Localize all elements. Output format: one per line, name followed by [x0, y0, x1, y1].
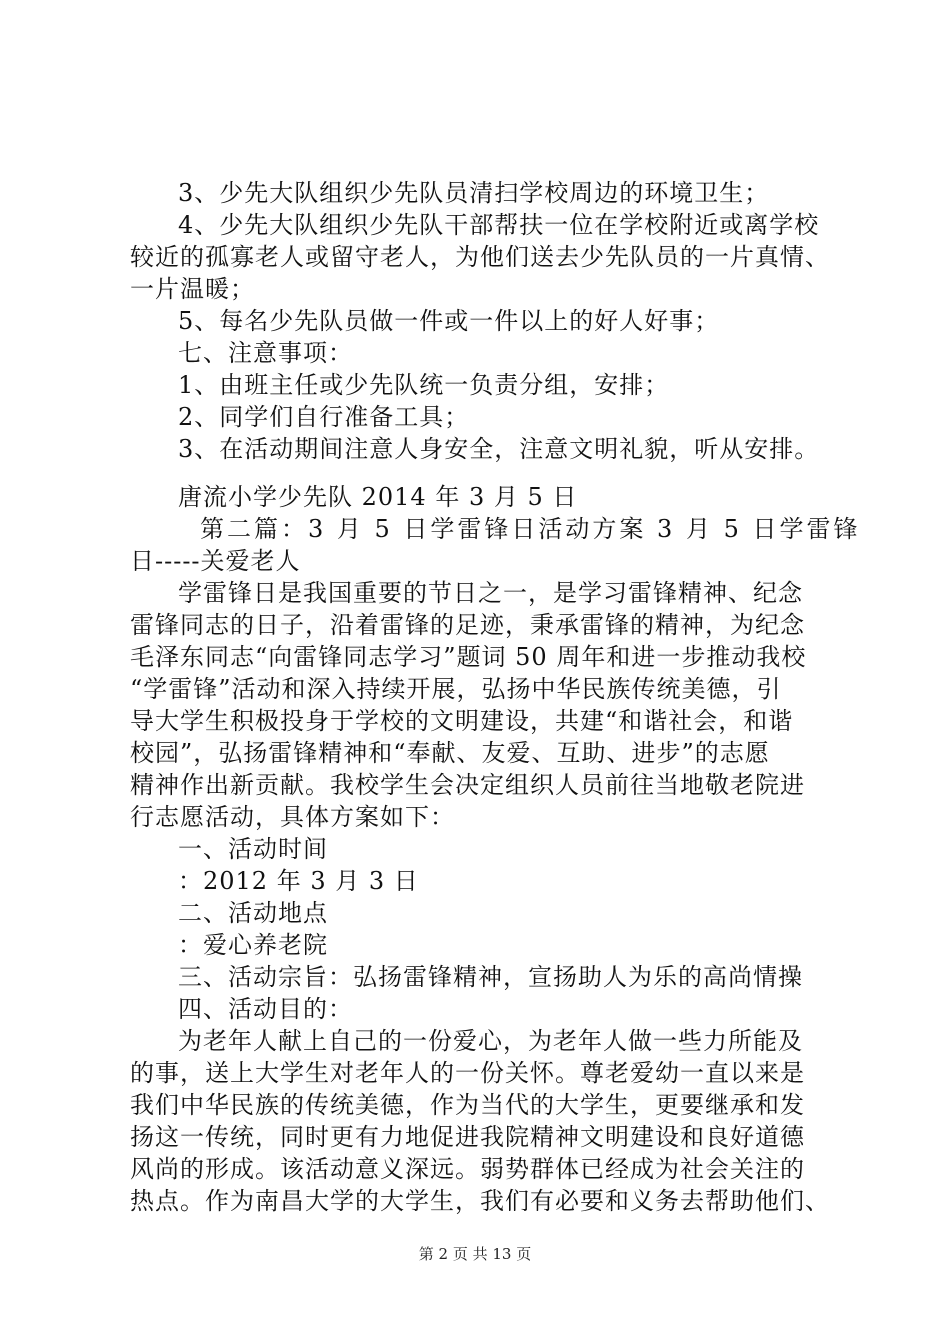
text-line: 导大学生积极投身于学校的文明建设，共建“和谐社会，和谐 — [130, 707, 794, 735]
section-heading: 三、活动宗旨：弘扬雷锋精神，宣扬助人为乐的高尚情操 — [178, 963, 803, 991]
text-line: ：爱心养老院 — [178, 931, 328, 959]
section-heading: 七、注意事项： — [178, 339, 353, 367]
text-line: 3、在活动期间注意人身安全，注意文明礼貌，听从安排。 — [178, 435, 820, 463]
text-line: 4、少先大队组织少先队干部帮扶一位在学校附近或离学校 — [178, 211, 820, 239]
section-heading: 四、活动目的： — [178, 995, 353, 1023]
text-line: 毛泽东同志“向雷锋同志学习”题词 50 周年和进一步推动我校 — [130, 643, 807, 671]
text-line: 风尚的形成。该活动意义深远。弱势群体已经成为社会关注的 — [130, 1155, 805, 1183]
chapter-title-cont: 日-----关爱老人 — [130, 547, 301, 575]
text-line: 学雷锋日是我国重要的节日之一，是学习雷锋精神、纪念 — [178, 579, 803, 607]
text-line: ：2012 年 3 月 3 日 — [178, 867, 419, 895]
section-heading: 二、活动地点 — [178, 899, 328, 927]
text-line: 5、每名少先队员做一件或一件以上的好人好事； — [178, 307, 720, 335]
text-line: 雷锋同志的日子，沿着雷锋的足迹，秉承雷锋的精神，为纪念 — [130, 611, 805, 639]
text-line: 热点。作为南昌大学的大学生，我们有必要和义务去帮助他们、 — [130, 1187, 830, 1215]
signature-line: 唐流小学少先队 2014 年 3 月 5 日 — [178, 483, 578, 511]
chapter-title: 第二篇：3 月 5 日学雷锋日活动方案 3 月 5 日学雷锋 — [200, 515, 861, 543]
text-line: 行志愿活动，具体方案如下： — [130, 803, 455, 831]
text-line: 校园”，弘扬雷锋精神和“奉献、友爱、互助、进步”的志愿 — [130, 739, 770, 767]
text-line: 扬这一传统，同时更有力地促进我院精神文明建设和良好道德 — [130, 1123, 805, 1151]
text-line: 较近的孤寡老人或留守老人，为他们送去少先队员的一片真情、 — [130, 243, 830, 271]
text-line: “学雷锋”活动和深入持续开展，弘扬中华民族传统美德，引 — [130, 675, 782, 703]
text-line: 的事，送上大学生对老年人的一份关怀。尊老爱幼一直以来是 — [130, 1059, 805, 1087]
section-heading: 一、活动时间 — [178, 835, 328, 863]
text-line: 3、少先大队组织少先队员清扫学校周边的环境卫生； — [178, 179, 770, 207]
text-line: 为老年人献上自己的一份爱心，为老年人做一些力所能及 — [178, 1027, 803, 1055]
text-line: 一片温暖； — [130, 275, 255, 303]
text-line: 我们中华民族的传统美德，作为当代的大学生，更要继承和发 — [130, 1091, 805, 1119]
text-line: 2、同学们自行准备工具； — [178, 403, 470, 431]
page-footer: 第 2 页 共 13 页 — [418, 1245, 532, 1263]
text-line: 1、由班主任或少先队统一负责分组，安排； — [178, 371, 670, 399]
text-line: 精神作出新贡献。我校学生会决定组织人员前往当地敬老院进 — [130, 771, 805, 799]
